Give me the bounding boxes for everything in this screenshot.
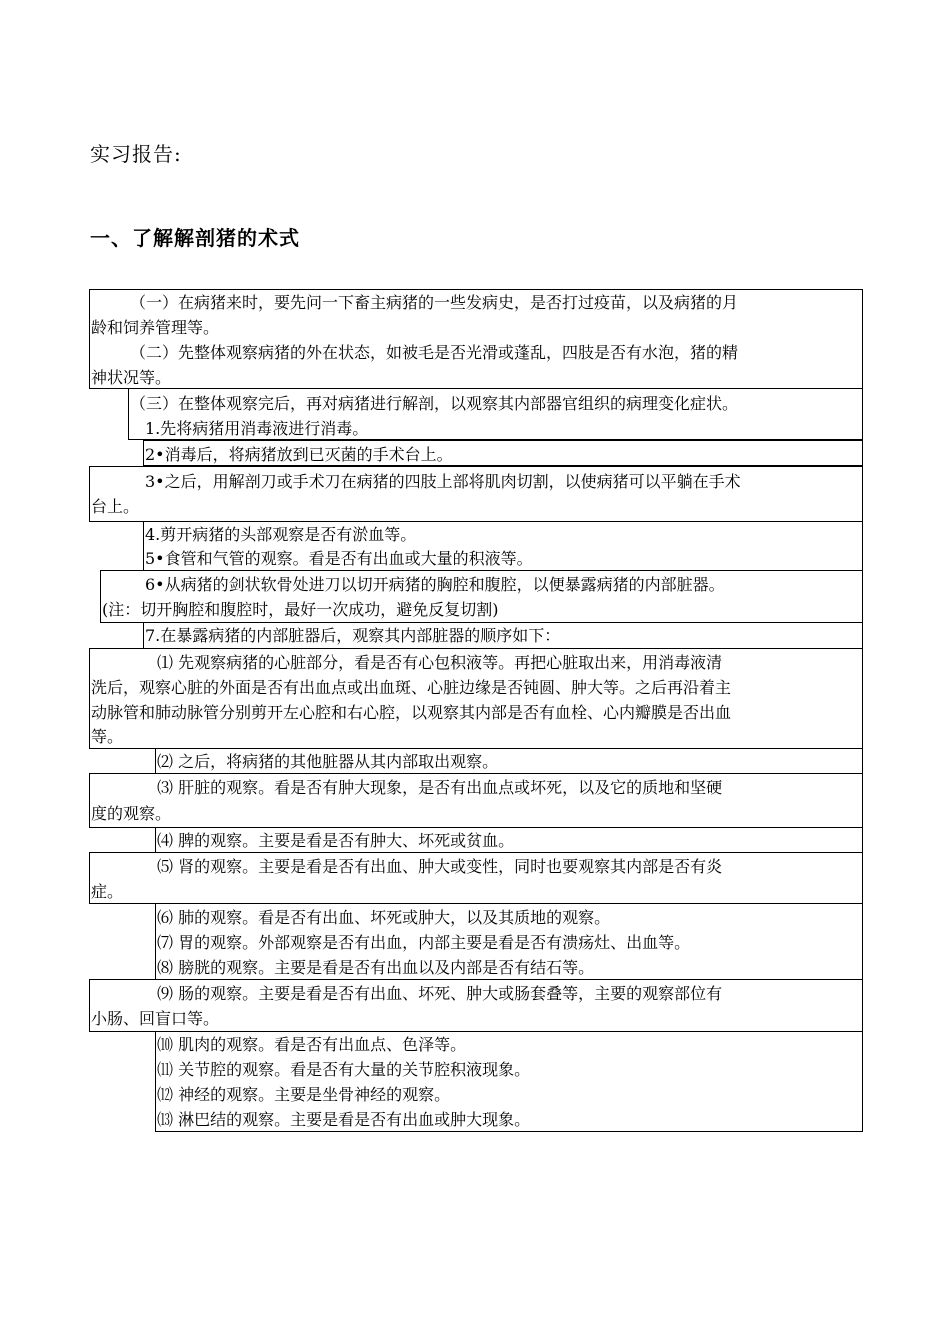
organ-item: 等。	[91, 727, 124, 746]
intro-line: 神状况等。	[91, 368, 172, 387]
intro-line: （三）在整体观察完后，再对病猪进行解剖，以观察其内部器官组织的病理变化症状。	[130, 394, 739, 413]
organ-item: ⑼ 肠的观察。主要是看是否有出血、坏死、肿大或肠套叠等，主要的观察部位有	[157, 984, 723, 1003]
organ-item: 度的观察。	[91, 804, 172, 823]
intro-line: 龄和饲养管理等。	[91, 318, 220, 337]
organ-item: 症。	[91, 882, 124, 901]
organ-item: ⒀ 淋巴结的观察。主要是看是否有出血或肿大现象。	[157, 1110, 531, 1129]
step-item: 4.剪开病猪的头部观察是否有淤血等。	[145, 525, 417, 544]
organ-item: ⑾ 关节腔的观察。看是否有大量的关节腔积液现象。	[157, 1060, 531, 1079]
organ-item: ⑹ 肺的观察。看是否有出血、坏死或肿大，以及其质地的观察。	[157, 908, 611, 927]
step-item: 6•从病猪的剑状软骨处进刀以切开病猪的胸腔和腹腔，以便暴露病猪的内部脏器。	[145, 575, 725, 594]
organ-item: ⑻ 膀胱的观察。主要是看是否有出血以及内部是否有结石等。	[157, 958, 595, 977]
organ-item: ⑴ 先观察病猪的心脏部分，看是否有心包积液等。再把心脏取出来，用消毒液清	[157, 653, 723, 672]
organ-item: ⑷ 脾的观察。主要是看是否有肿大、坏死或贫血。	[157, 831, 515, 850]
intro-line: （一）在病猪来时，要先问一下畜主病猪的一些发病史，是否打过疫苗，以及病猪的月	[130, 293, 739, 312]
section-heading: 一、了解解剖猪的术式	[90, 226, 300, 250]
step-item: 5•食管和气管的观察。看是否有出血或大量的积液等。	[145, 549, 533, 568]
step-item: 3•之后，用解剖刀或手术刀在病猪的四肢上部将肌肉切割，以使病猪可以平躺在手术	[145, 472, 741, 491]
step-item: 2•消毒后，将病猪放到已灭菌的手术台上。	[145, 445, 453, 464]
organ-item: ⑶ 肝脏的观察。看是否有肿大现象，是否有出血点或坏死，以及它的质地和坚硬	[157, 778, 723, 797]
step-item: 台上。	[91, 497, 140, 516]
organ-item: ⑸ 肾的观察。主要是看是否有出血、肿大或变性，同时也要观察其内部是否有炎	[157, 857, 723, 876]
organ-item: 动脉管和肺动脉管分别剪开左心腔和右心腔，以观察其内部是否有血栓、心内瓣膜是否出血	[91, 703, 732, 722]
step-item: (注：切开胸腔和腹腔时，最好一次成功，避免反复切割)	[102, 600, 499, 619]
organ-item: ⑽ 肌肉的观察。看是否有出血点、色泽等。	[157, 1035, 467, 1054]
step-item: 7.在暴露病猪的内部脏器后，观察其内部脏器的顺序如下：	[145, 626, 561, 645]
organ-item: 洗后，观察心脏的外面是否有出血点或出血斑、心脏边缘是否钝圆、肿大等。之后再沿着主	[91, 678, 732, 697]
organ-item: 小肠、回盲口等。	[91, 1009, 220, 1028]
organ-item: ⑺ 胃的观察。外部观察是否有出血，内部主要是看是否有溃疡灶、出血等。	[157, 933, 691, 952]
step-item: 1.先将病猪用消毒液进行消毒。	[145, 419, 369, 438]
organ-item: ⑵ 之后，将病猪的其他脏器从其内部取出观察。	[157, 752, 499, 771]
intro-line: （二）先整体观察病猪的外在状态，如被毛是否光滑或蓬乱，四肢是否有水泡，猪的精	[130, 343, 739, 362]
page-title: 实习报告:	[90, 142, 182, 166]
organ-item: ⑿ 神经的观察。主要是坐骨神经的观察。	[157, 1085, 451, 1104]
